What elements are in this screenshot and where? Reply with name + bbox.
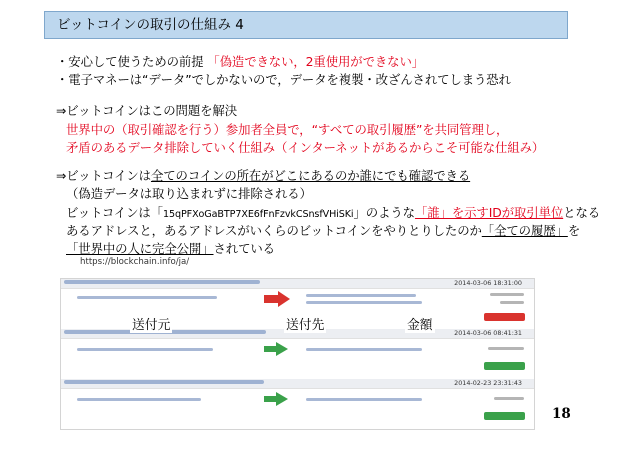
- solution-red-line-2: 矛盾のあるデータ排除していく仕組み（インターネットがあるからこそ可能な仕組み）: [66, 140, 545, 155]
- confirm-heading-text: ⇒ビットコインは: [56, 168, 151, 183]
- confirm-line-4: [66, 221, 580, 239]
- receiver-address: [306, 348, 422, 351]
- slide-title-text: ビットコインの取引の仕組み 4: [57, 17, 244, 33]
- premise-line-2: ・電子マネーは“データ”でしかないので，データを複製・改ざんされてしまう恐れ: [56, 72, 511, 87]
- output-amount: [494, 397, 524, 400]
- tx-time: 2014-03-06 18:31:00: [454, 279, 522, 287]
- page-number: 18: [552, 406, 571, 422]
- bitcoin-address-example: 15qPFXoGaBTP7XE6fFnFzvkCSnsfVHiSKi: [162, 209, 354, 220]
- receiver-address: [306, 294, 416, 297]
- solution-red-line-1: 世界中の（取引確認を行う）参加者全員で，“すべての取引履歴”を共同管理し，: [66, 122, 509, 137]
- confirm-l5-underlined: 「世界中の人に完全公開」: [66, 241, 214, 256]
- premise-text: ・安心して使うための前提: [56, 54, 208, 69]
- confirm-l4-underlined: 「全ての履歴」: [481, 223, 568, 238]
- output-amount: [488, 347, 524, 350]
- confirm-heading: [56, 166, 470, 184]
- right-arrow-icon: [264, 392, 288, 406]
- confirm-l3-text-2: 」のような: [353, 205, 415, 220]
- transaction-row: [61, 329, 534, 379]
- blockchain-screenshot: [60, 278, 535, 430]
- confirm-l4-text-2: を: [567, 223, 581, 238]
- sender-label: 送付元: [130, 314, 172, 333]
- output-amount: [490, 293, 524, 296]
- sender-address: [77, 348, 213, 351]
- transaction-header: [61, 379, 534, 389]
- transaction-header: [61, 279, 534, 289]
- total-amount-button[interactable]: [484, 362, 525, 370]
- premise-red-text: 「偽造できない，2重使用ができない」: [207, 54, 425, 69]
- receiver-address: [306, 398, 422, 401]
- total-amount-button[interactable]: [484, 412, 525, 420]
- tx-hash: [64, 380, 264, 384]
- tx-time: 2014-03-06 08:41:31: [454, 329, 522, 337]
- right-arrow-icon: [264, 342, 288, 356]
- sender-address: [77, 398, 201, 401]
- confirm-l5-text: されている: [213, 241, 275, 256]
- tx-time: 2014-02-23 23:31:43: [454, 379, 522, 387]
- confirm-l3-text-3: となる: [563, 205, 601, 220]
- confirm-line-5: [66, 239, 275, 257]
- confirm-heading-underlined: 全てのコインの所在がどこにあるのか誰にでも確認できる: [150, 168, 471, 183]
- premise-line-1: [56, 52, 424, 70]
- slide-title: [44, 11, 568, 39]
- output-amount: [500, 301, 524, 304]
- amount-label: 金額: [405, 314, 435, 333]
- tx-hash: [64, 280, 260, 284]
- confirm-l3-red: 「誰」を示すIDが取引単位: [414, 205, 564, 220]
- confirm-l3-text: ビットコインは「: [66, 205, 163, 220]
- confirm-line-3: [66, 203, 600, 221]
- confirm-l4-text: あるアドレスと，あるアドレスがいくらのビットコインをやりとりしたのか: [66, 223, 482, 238]
- receiver-address: [306, 301, 422, 304]
- total-amount-button[interactable]: [484, 313, 525, 321]
- transaction-row: [61, 379, 534, 429]
- confirm-sub: （偽造データは取り込まれずに排除される）: [66, 186, 312, 201]
- receiver-label: 送付先: [284, 314, 326, 333]
- sender-address: [77, 296, 217, 299]
- right-arrow-icon: [264, 291, 290, 307]
- source-url[interactable]: https://blockchain.info/ja/: [80, 257, 190, 267]
- solution-heading: ⇒ビットコインはこの問題を解決: [56, 103, 237, 118]
